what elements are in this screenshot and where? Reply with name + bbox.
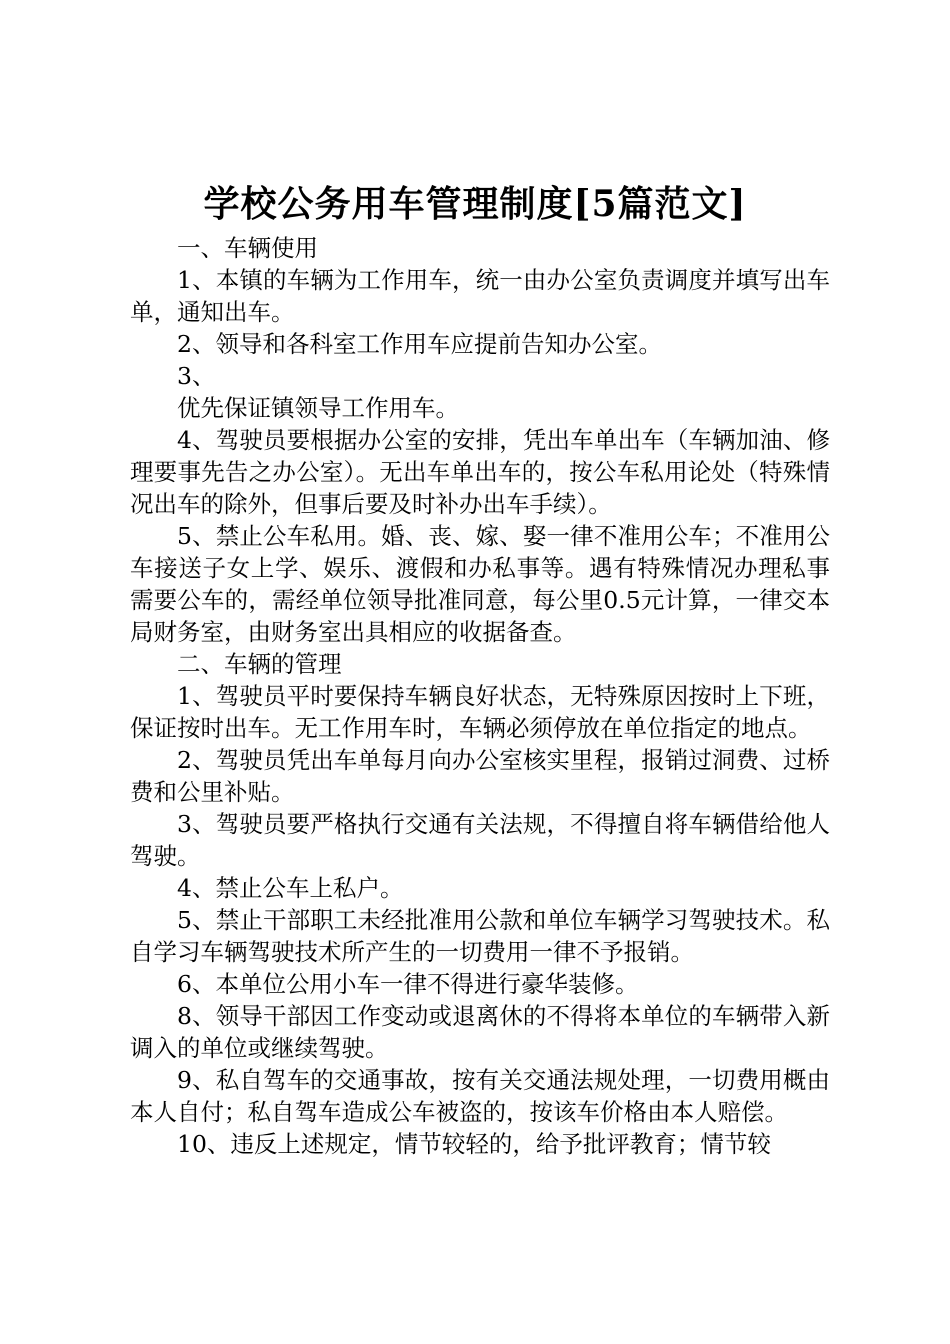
paragraph: 2、领导和各科室工作用车应提前告知办公室。: [177, 330, 662, 358]
paragraph: 4、禁止公车上私户。: [177, 874, 404, 902]
paragraph: 3、: [177, 362, 216, 390]
paragraph: 1、驾驶员平时要保持车辆良好状态，无特殊原因按时上下班，保证按时出车。无工作用车时，车辆必须停放在单位指定的地点。: [130, 682, 830, 742]
document-body: [130, 232, 830, 1160]
paragraph: 5、禁止公车私用。婚、丧、嫁、娶一律不准用公车；不准用公车接送子女上学、娱乐、渡假和办私事等。遇有特殊情况办理私事需要公车的，需经单位领导批准同意，每公里0.5元计算，一律交本局财务室，由财务室出具相应的收据备查。: [130, 522, 830, 646]
paragraph: 3、驾驶员要严格执行交通有关法规，不得擅自将车辆借给他人驾驶。: [130, 810, 830, 870]
paragraph: 8、领导干部因工作变动或退离休的不得将本单位的车辆带入新调入的单位或继续驾驶。: [130, 1002, 830, 1062]
paragraph: 1、本镇的车辆为工作用车，统一由办公室负责调度并填写出车单，通知出车。: [130, 266, 830, 326]
paragraph: 9、私自驾车的交通事故，按有关交通法规处理，一切费用概由本人自付；私自驾车造成公车被盗的，按该车价格由本人赔偿。: [130, 1066, 830, 1126]
paragraph: 优先保证镇领导工作用车。: [177, 394, 459, 422]
section-heading-vehicle-management: 二、车辆的管理: [177, 650, 342, 678]
section-heading-vehicle-use: 一、车辆使用: [177, 234, 318, 262]
document-title: 学校公务用车管理制度[5篇范文]: [203, 183, 747, 225]
paragraph: 4、驾驶员要根据办公室的安排，凭出车单出车（车辆加油、修理要事先告之办公室）。无出车单出车的，按公车私用论处（特殊情况出车的除外，但事后要及时补办出车手续）。: [130, 426, 830, 518]
paragraph: 10、违反上述规定，情节较轻的，给予批评教育；情节较: [177, 1130, 771, 1158]
paragraph: 2、驾驶员凭出车单每月向办公室核实里程，报销过洞费、过桥费和公里补贴。: [130, 746, 830, 806]
paragraph: 5、禁止干部职工未经批准用公款和单位车辆学习驾驶技术。私自学习车辆驾驶技术所产生的一切费用一律不予报销。: [130, 906, 830, 966]
paragraph: 6、本单位公用小车一律不得进行豪华装修。: [177, 970, 639, 998]
